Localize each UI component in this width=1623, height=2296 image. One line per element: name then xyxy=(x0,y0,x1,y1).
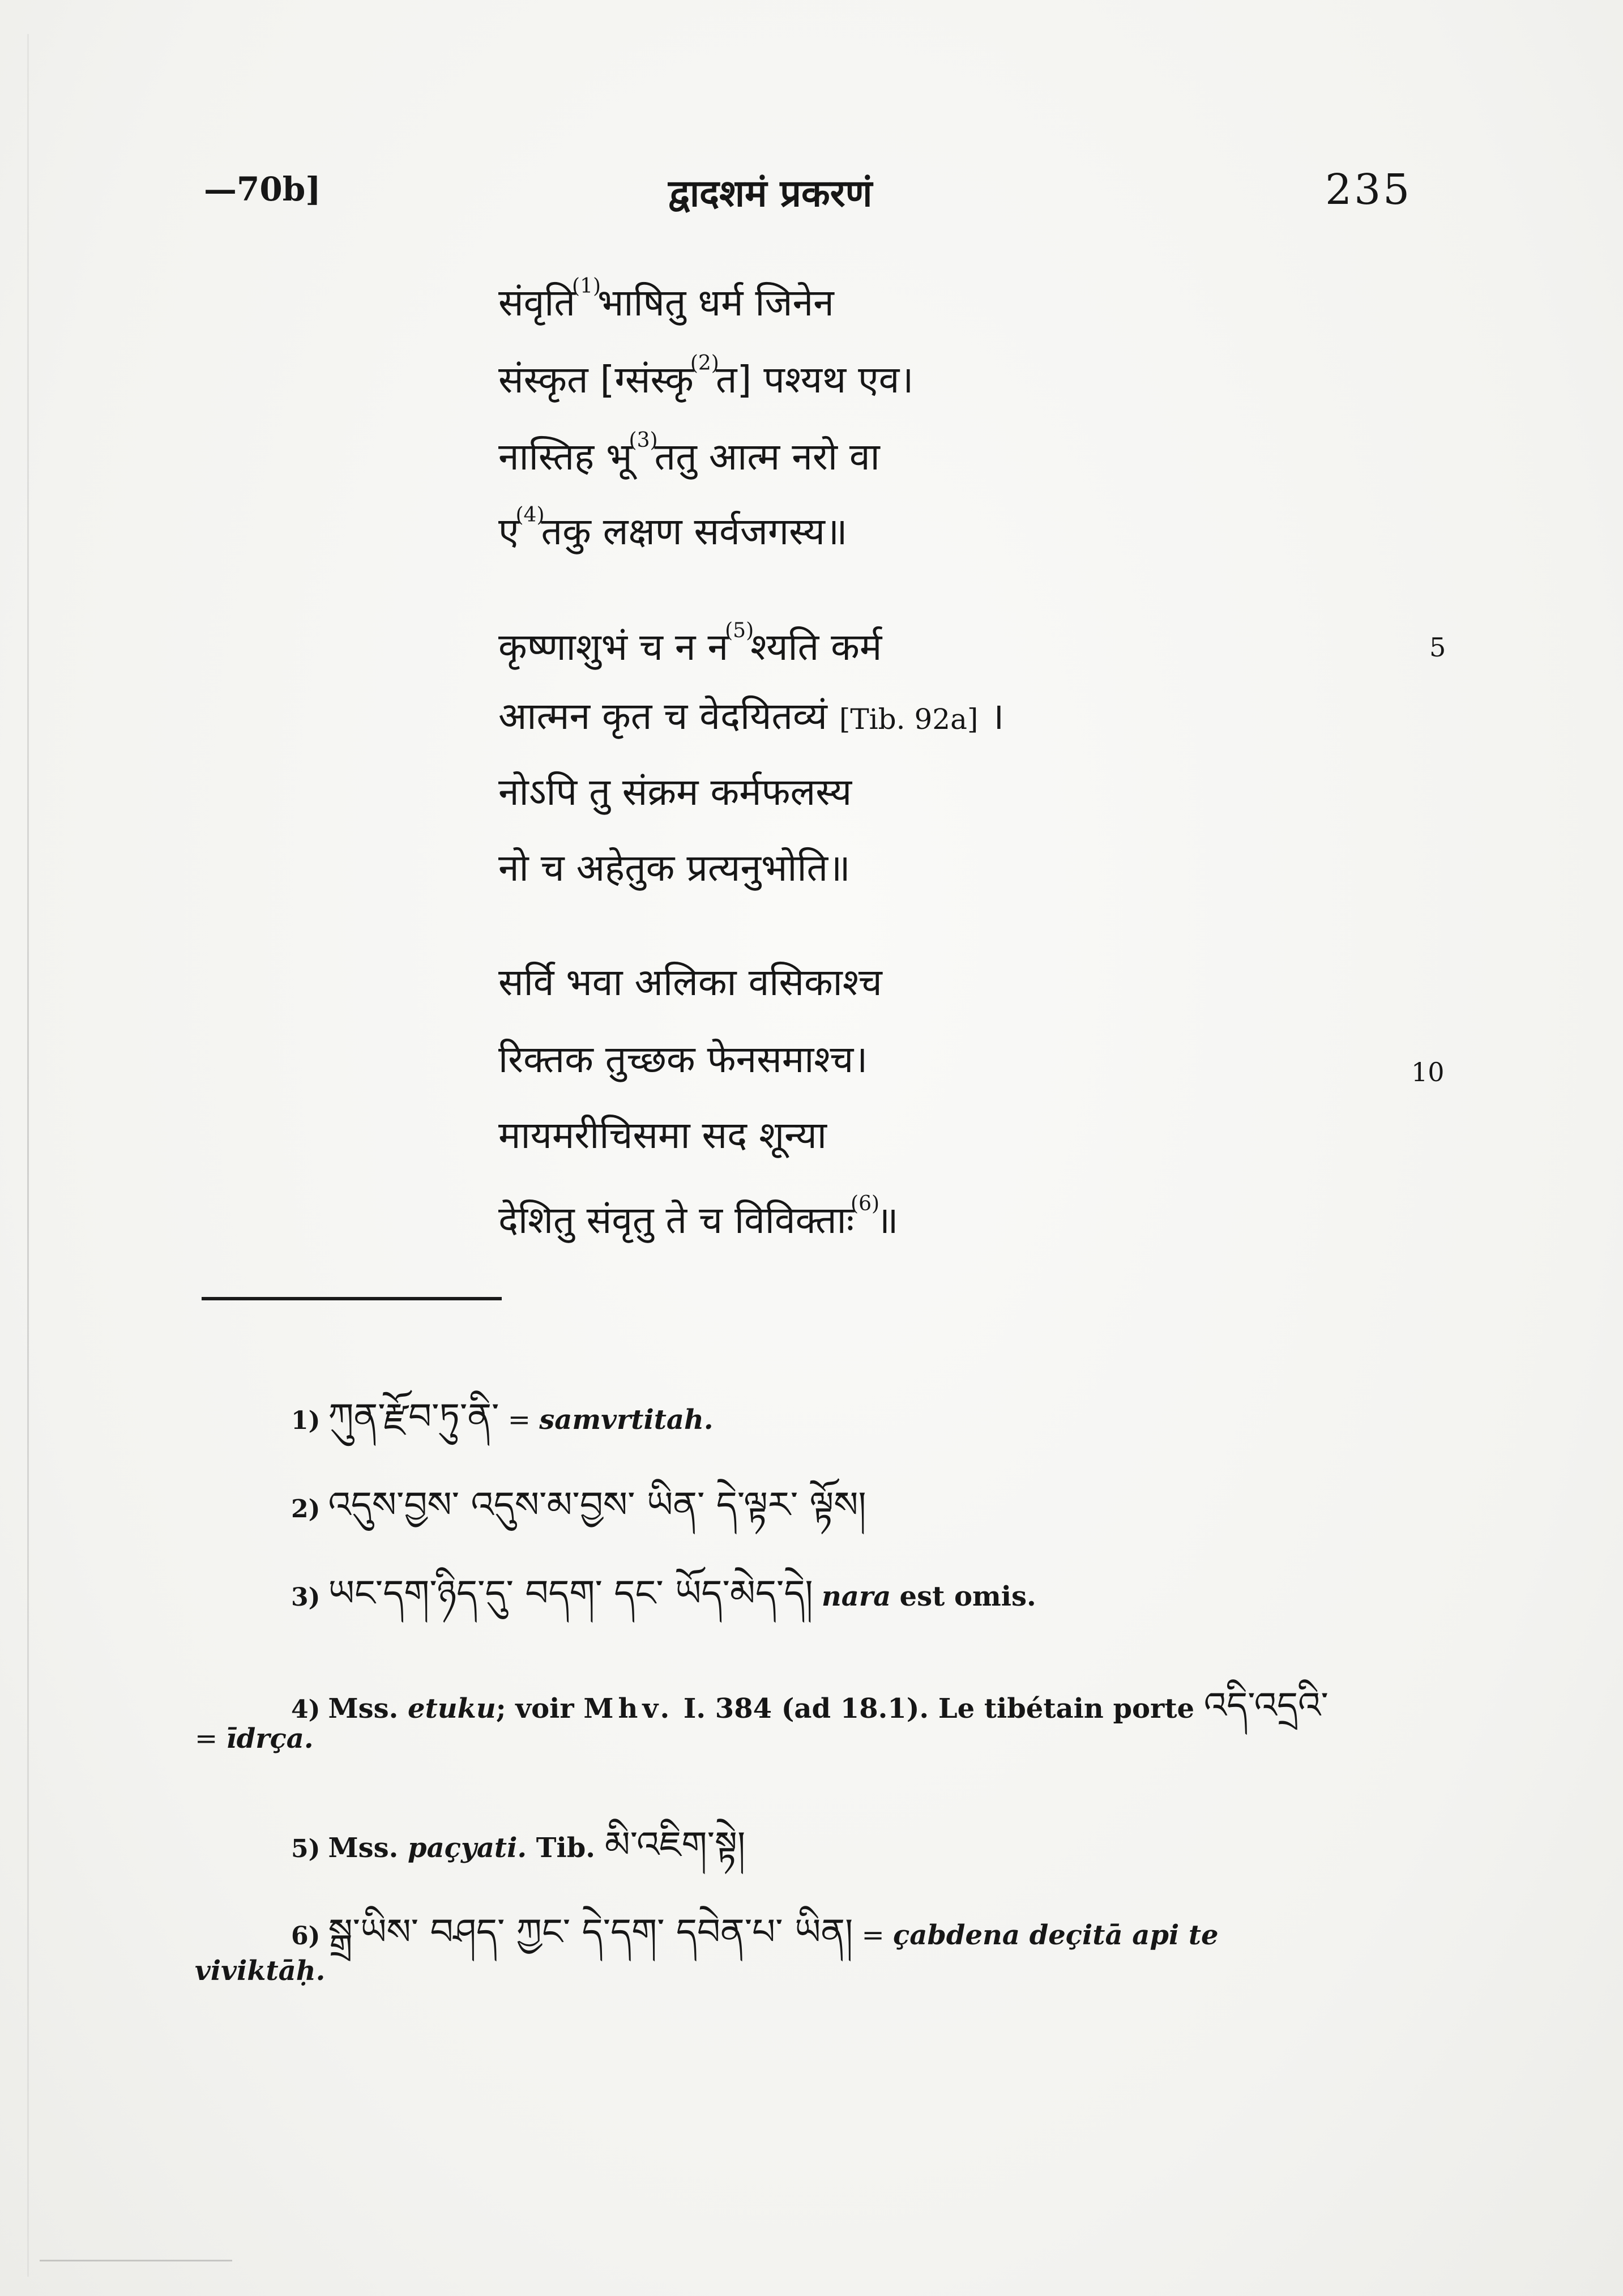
footnote-marker: (6) xyxy=(851,1192,880,1215)
page-number: 235 xyxy=(1325,165,1412,214)
tibetan-text: མི་འཇིག་སྟེ། xyxy=(604,1824,746,1866)
tibetan-text: འདི་འདྲའི་ xyxy=(1203,1685,1329,1727)
page-edge-bottom xyxy=(40,2260,232,2261)
header-page-ref: —70b] xyxy=(204,170,321,208)
verse-line: संस्कृत [ग्संस्कृ$^{(2)}$त] पश्यथ एव। xyxy=(498,352,914,402)
verse-line: सर्वि भवा अलिका वसिकाश्च xyxy=(498,961,882,1004)
tibetan-text: ཡང་དག་ཉིད་དུ་ བདག་ དང་ ཡོད་མེད་དེ། xyxy=(328,1573,813,1615)
verse-line: कृष्णाशुभं च न न$^{(5)}$श्यति कर्म xyxy=(498,619,882,669)
verse-line: देशितु संवृतु ते च विविक्ताः$^{(6)}$॥ xyxy=(498,1192,899,1242)
page-edge-left xyxy=(27,34,29,2277)
tibetan-reference: [Tib. 92a] xyxy=(839,703,979,736)
verse-line: आत्मन कृत च वेदयितव्यं [Tib. 92a] । xyxy=(498,694,1005,738)
footnote-marker: (2) xyxy=(690,352,719,375)
footnote-6-continuation: viviktāḥ. xyxy=(195,1955,326,1987)
verse-line: नो च अहेतुक प्रत्यनुभोति॥ xyxy=(498,846,851,890)
header-chapter-title: द्वादशमं प्रकरणं xyxy=(668,172,873,215)
footnote-marker: (1) xyxy=(572,275,601,298)
verse-line: संवृति$^{(1)}$भाषितु धर्म जिनेन xyxy=(498,275,834,325)
line-number: 5 xyxy=(1429,632,1446,663)
tibetan-text: འདུས་བྱས་ འདུས་མ་བྱས་ ཡིན་ དེ་ལྟར་ ལྟོས། xyxy=(328,1484,866,1526)
footnote-3: 3) ཡང་དག་ཉིད་དུ་ བདག་ དང་ ཡོད་མེད་དེ། nara est omis. xyxy=(291,1573,1036,1615)
line-number: 10 xyxy=(1411,1057,1445,1087)
verse-line: रिक्तक तुच्छक फेनसमाश्च। xyxy=(498,1038,868,1081)
footnote-marker: (3) xyxy=(629,429,658,452)
footnote-5: 5) Mss. paçyati. Tib. མི་འཇིག་སྟེ། xyxy=(291,1824,746,1866)
tibetan-text: སྒྲ་ཡིས་ བཤད་ ཀྱང་ དེ་དག་ དབེན་པ་ ཡིན། xyxy=(328,1911,853,1953)
footnote-1: 1) ཀུན་རྫོབ་ཏུ་ནི་ = samvrtitah. xyxy=(291,1396,714,1438)
footnote-6: 6) སྒྲ་ཡིས་ བཤད་ ཀྱང་ དེ་དག་ དབེན་པ་ ཡིན། = çabdena deçitā api te xyxy=(291,1911,1219,1953)
footnote-marker: (4) xyxy=(515,503,545,527)
footnote-4-continuation: = īdrça. xyxy=(195,1723,314,1755)
footnote-separator xyxy=(202,1297,502,1300)
footnote-2: 2) འདུས་བྱས་ འདུས་མ་བྱས་ ཡིན་ དེ་ལྟར་ ལྟོས། xyxy=(291,1484,866,1526)
verse-line: नास्तिह भू$^{(3)}$ततु आत्म नरो वा xyxy=(498,429,880,479)
verse-line: मायमरीचिसमा सद शून्या xyxy=(498,1113,827,1157)
verse-line: नोऽपि तु संक्रम कर्मफलस्य xyxy=(498,770,852,814)
verse-line: ए$^{(4)}$तकु लक्षण सर्वजगस्य॥ xyxy=(498,503,848,553)
tibetan-text: ཀུན་རྫོབ་ཏུ་ནི་ xyxy=(328,1396,499,1438)
footnote-marker: (5) xyxy=(725,619,754,642)
footnote-4: 4) Mss. etuku; voir Mhv. I. 384 (ad 18.1). Le tibétain porte འདི་འདྲའི་ xyxy=(291,1685,1329,1727)
